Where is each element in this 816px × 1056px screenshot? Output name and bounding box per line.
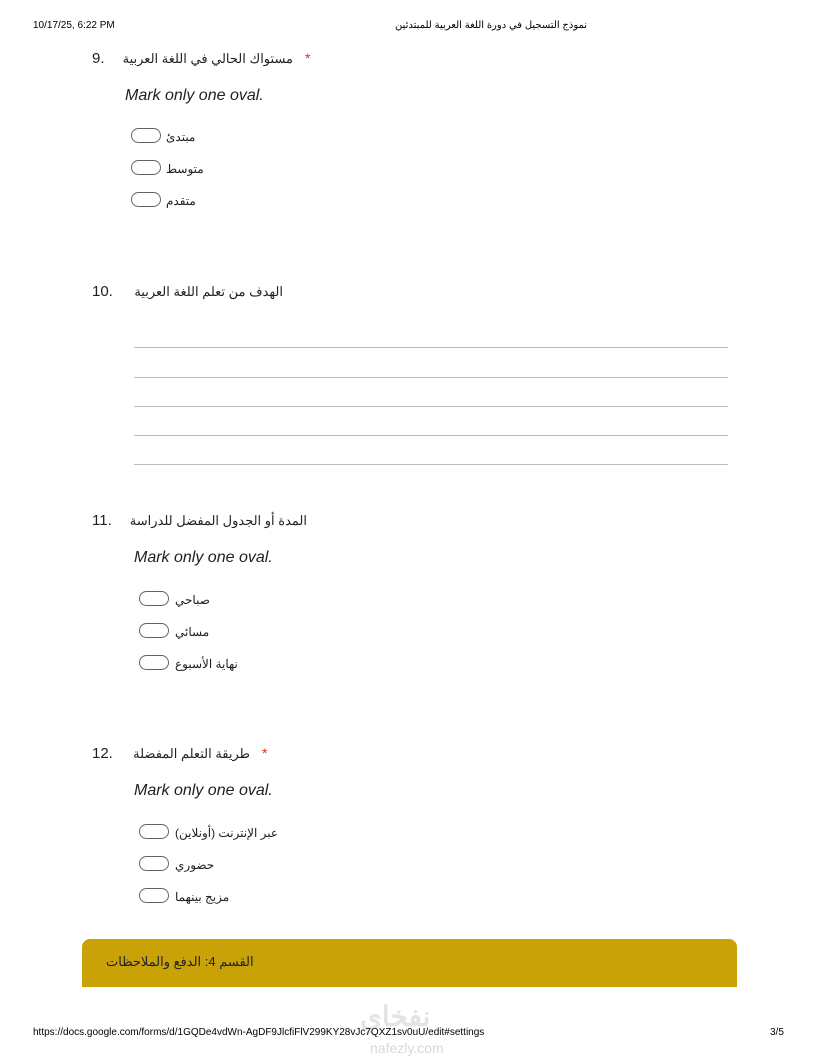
question-text: طريقة التعلم المفضلة bbox=[133, 746, 250, 761]
option-label: حضوري bbox=[175, 858, 215, 872]
radio-oval[interactable] bbox=[131, 160, 161, 175]
answer-line bbox=[134, 406, 728, 407]
question-number: 12. bbox=[92, 745, 113, 762]
hint-text: Mark only one oval. bbox=[125, 87, 264, 104]
answer-line bbox=[134, 435, 728, 436]
option-label: مزيج بينهما bbox=[175, 890, 230, 904]
question-text: المدة أو الجدول المفضل للدراسة bbox=[129, 513, 307, 528]
required-asterisk: * bbox=[262, 745, 268, 761]
watermark-logo: نفخاي bbox=[360, 1001, 431, 1032]
radio-oval[interactable] bbox=[131, 128, 161, 143]
question-number: 9. bbox=[92, 50, 105, 67]
radio-oval[interactable] bbox=[139, 591, 169, 606]
radio-oval[interactable] bbox=[139, 856, 169, 871]
radio-oval[interactable] bbox=[139, 655, 169, 670]
option-label: عبر الإنترنت (أونلاين) bbox=[175, 826, 279, 840]
answer-line bbox=[134, 464, 728, 465]
radio-oval[interactable] bbox=[139, 888, 169, 903]
question-text: مستواك الحالي في اللغة العربية bbox=[122, 51, 293, 66]
page-number: 3/5 bbox=[770, 1027, 784, 1038]
watermark-text: nafezly.com bbox=[370, 1040, 444, 1056]
option-label: مبتدئ bbox=[166, 130, 196, 144]
answer-line bbox=[134, 377, 728, 378]
section-header bbox=[82, 939, 737, 987]
hint-text: Mark only one oval. bbox=[134, 782, 273, 799]
radio-oval[interactable] bbox=[131, 192, 161, 207]
radio-oval[interactable] bbox=[139, 824, 169, 839]
option-label: صباحي bbox=[175, 593, 210, 607]
required-asterisk: * bbox=[305, 50, 311, 66]
radio-oval[interactable] bbox=[139, 623, 169, 638]
print-title: نموذج التسجيل في دورة اللغة العربية للمبتدئين bbox=[395, 20, 588, 31]
answer-line bbox=[134, 347, 728, 348]
option-label: متقدم bbox=[166, 194, 196, 208]
question-text: الهدف من تعلم اللغة العربية bbox=[134, 284, 283, 299]
section-title: القسم 4: الدفع والملاحظات bbox=[106, 954, 254, 969]
question-number: 10. bbox=[92, 283, 113, 300]
question-number: 11. bbox=[92, 512, 112, 529]
hint-text: Mark only one oval. bbox=[134, 549, 273, 566]
footer-url: https://docs.google.com/forms/d/1GQDe4vdWn-AgDF9JlcfiFlV299KY28vJc7QXZ1sv0uU/edit#settings bbox=[33, 1027, 485, 1038]
option-label: مسائي bbox=[175, 625, 210, 639]
option-label: نهاية الأسبوع bbox=[175, 657, 238, 671]
option-label: متوسط bbox=[166, 162, 204, 176]
print-datetime: 10/17/25, 6:22 PM bbox=[33, 20, 115, 31]
